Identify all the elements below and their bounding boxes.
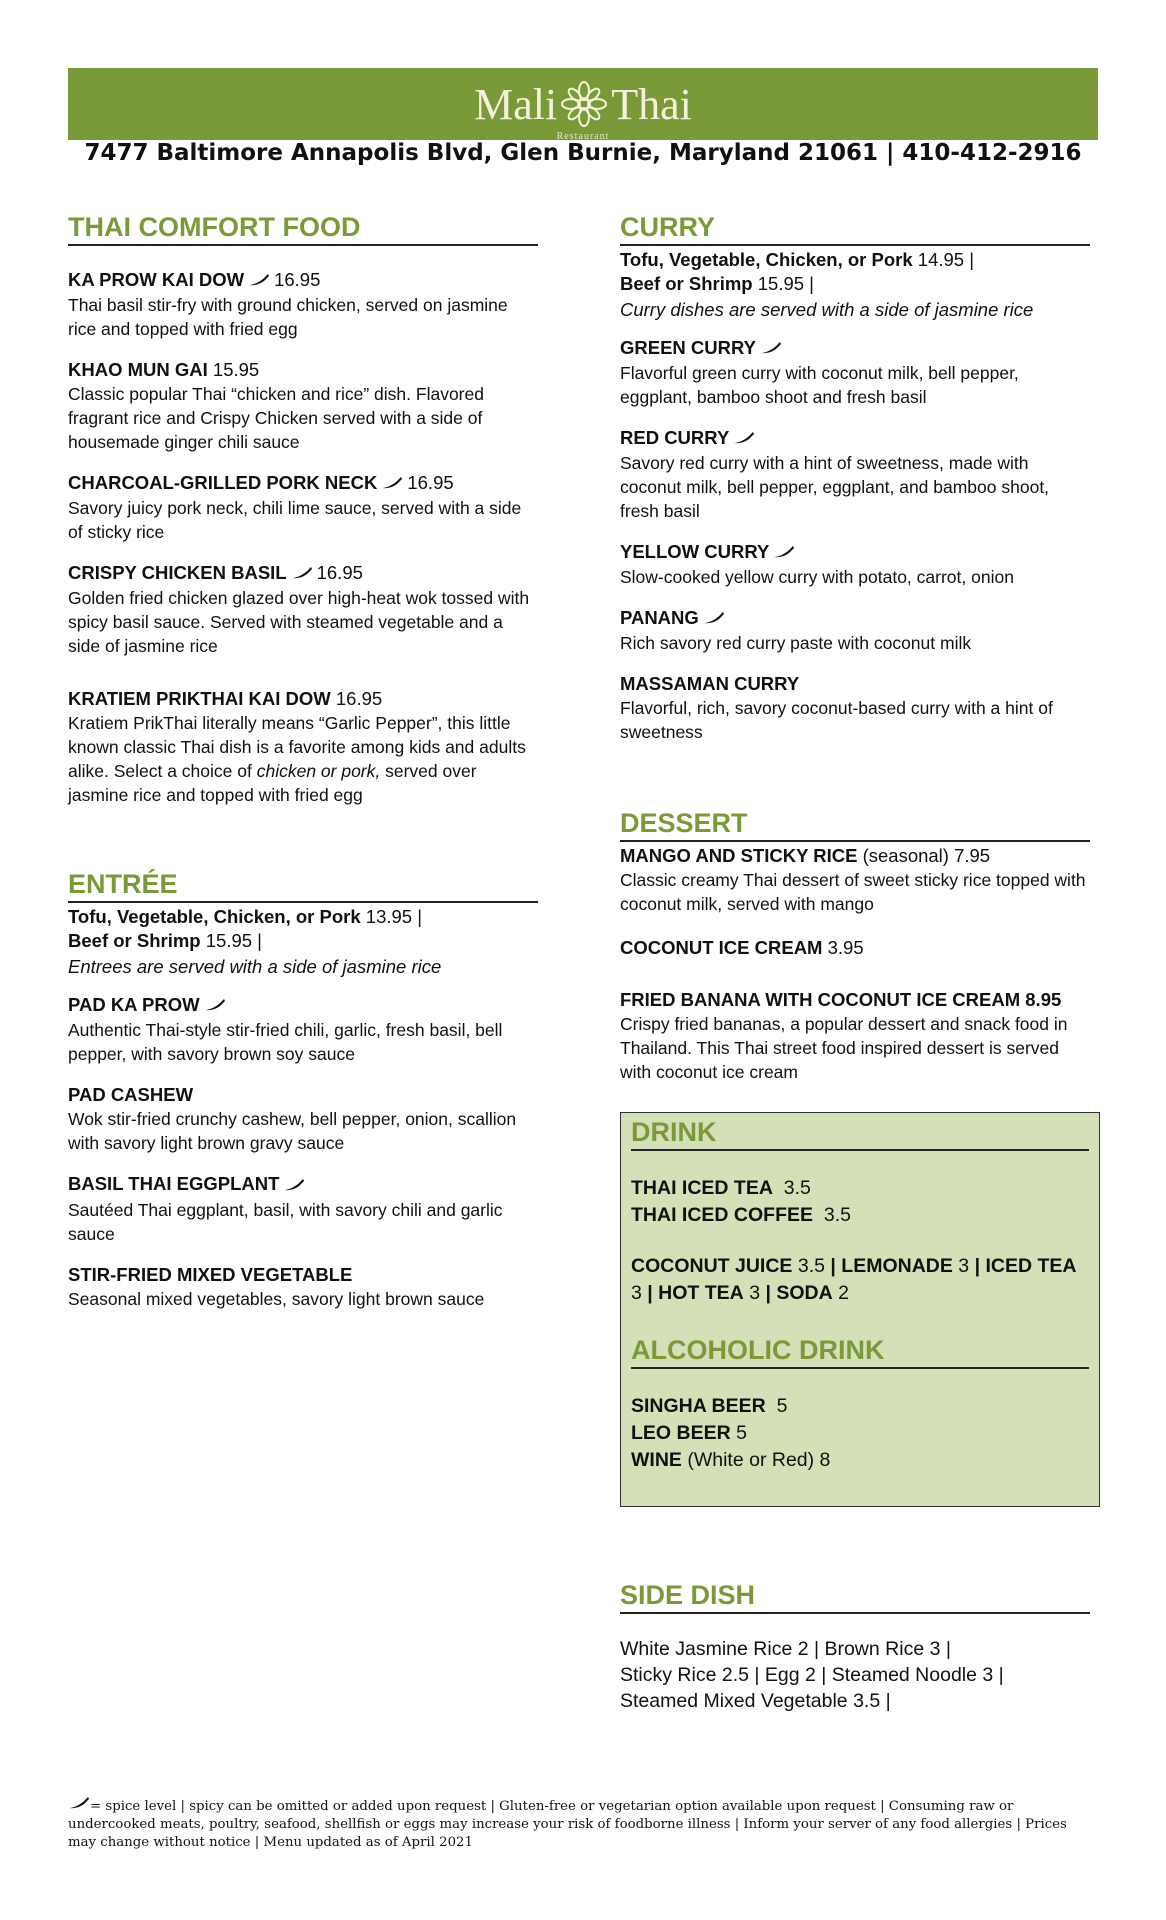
item-name: FRIED BANANA WITH COCONUT ICE CREAM 8.95: [620, 989, 1062, 1011]
menu-item: [68, 1172, 538, 1245]
drink-box: [620, 1112, 1100, 1507]
menu-item: [620, 936, 1090, 960]
menu-item: [68, 561, 538, 658]
side-line: Steamed Mixed Vegetable 3.5 |: [620, 1690, 891, 1712]
desc-part: Kratiem PrikThai literally means “Garlic Pepper”, this little known classic Thai dish is a favorite among kids and adults alike. Select a choice of: [68, 713, 526, 782]
item-name: STIR-FRIED MIXED VEGETABLE: [68, 1263, 353, 1285]
separator: |: [830, 1255, 836, 1277]
drink-line: [631, 1175, 1089, 1202]
item-description: Flavorful, rich, savory coconut-based curry with a hint of sweetness: [620, 698, 1053, 743]
desc-part: served over jasmine rice and topped with fried egg: [68, 761, 477, 806]
side-line: Sticky Rice 2.5 | Egg 2 | Steamed Noodle 3 |: [620, 1664, 1004, 1686]
side-title: SIDE DISH: [620, 1580, 1090, 1614]
item-name: KHAO MUN GAI: [68, 359, 208, 381]
desc-italic: chicken or pork,: [256, 761, 381, 782]
menu-item: [68, 1083, 538, 1155]
item-description: Savory red curry with a hint of sweetness, made with coconut milk, bell pepper, eggplant, and bamboo shoot, fresh basil: [620, 453, 1050, 522]
item-description: Wok stir-fried crunchy cashew, bell pepper, onion, scallion with savory light brown gravy sauce: [68, 1109, 517, 1154]
item-name: KRATIEM PRIKTHAI KAI DOW: [68, 688, 331, 710]
drink-price: 5: [736, 1422, 747, 1444]
drink-price: 3.5: [823, 1204, 851, 1226]
drink-price: 3: [631, 1282, 642, 1304]
drink-price: 5: [776, 1395, 788, 1417]
chili-pepper-icon: [283, 1174, 305, 1198]
item-name: COCONUT ICE CREAM: [620, 937, 823, 959]
item-name: BASIL THAI EGGPLANT: [68, 1173, 280, 1195]
chili-pepper-icon: [773, 541, 795, 565]
logo-text-left: Mali: [474, 79, 558, 129]
comfort-title: THAI COMFORT FOOD: [68, 212, 538, 246]
item-description: Sautéed Thai eggplant, basil, with savory chili and garlic sauce: [68, 1199, 503, 1244]
price-line: [68, 929, 538, 953]
drink-name: COCONUT JUICE: [631, 1255, 793, 1277]
item-name: CRISPY CHICKEN BASIL: [68, 562, 287, 584]
drink-price: 3.5: [797, 1255, 825, 1277]
item-name: MASSAMAN CURRY: [620, 673, 800, 695]
price-line-price: 13.95 |: [365, 906, 423, 928]
menu-item: [68, 993, 538, 1066]
drink-line: [631, 1202, 1089, 1229]
menu-item: [620, 844, 1090, 916]
menu-item: [620, 988, 1090, 1084]
item-name: YELLOW CURRY: [620, 541, 770, 563]
item-price: 16.95: [316, 562, 363, 584]
logo-text-right: Thai: [611, 79, 692, 129]
item-description: Flavorful green curry with coconut milk, bell pepper, eggplant, bamboo shoot and fresh basil: [620, 363, 1019, 408]
drink-line: [631, 1420, 1089, 1447]
price-line: [620, 248, 1090, 272]
item-description: Classic popular Thai “chicken and rice” dish. Flavored fragrant rice and Crispy Chicken served with a side of housemade ginger chili sauce: [68, 384, 484, 453]
menu-item: [620, 606, 1090, 655]
drink-name: LEMONADE: [841, 1255, 953, 1277]
entree-note: Entrees are served with a side of jasmine rice: [68, 956, 442, 978]
item-description: Savory juicy pork neck, chili lime sauce, served with a side of sticky rice: [68, 498, 522, 543]
price-line-price: 15.95 |: [757, 273, 814, 294]
drink-price: 3: [749, 1282, 761, 1304]
item-name: GREEN CURRY: [620, 337, 757, 358]
drink-name: THAI ICED COFFEE: [631, 1204, 814, 1226]
menu-item: [68, 687, 538, 807]
side-line: White Jasmine Rice 2 | Brown Rice 3 |: [620, 1638, 951, 1660]
item-name: PANANG: [620, 607, 699, 629]
drink-name: WINE: [631, 1449, 682, 1471]
item-name: MANGO AND STICKY RICE: [620, 845, 858, 867]
drink-name: THAI ICED TEA: [631, 1177, 773, 1199]
separator: |: [765, 1282, 771, 1304]
menu-item: [620, 336, 1090, 409]
side-dish-section: [620, 1580, 1090, 1714]
drink-price: 3.5: [783, 1177, 811, 1199]
drink-price: 3: [958, 1255, 970, 1277]
drink-name: HOT TEA: [658, 1282, 744, 1304]
alcohol-title: ALCOHOLIC DRINK: [631, 1335, 1089, 1369]
price-line-name: Tofu, Vegetable, Chicken, or Pork: [68, 906, 361, 928]
item-description: Authentic Thai-style stir-fried chili, garlic, fresh basil, bell pepper, with savory brown soy sauce: [68, 1020, 503, 1065]
item-price: 16.95: [274, 269, 321, 290]
curry-note: Curry dishes are served with a side of jasmine rice: [620, 299, 1034, 320]
flower-emblem-icon: [561, 81, 607, 127]
item-description: Seasonal mixed vegetables, savory light brown sauce: [68, 1288, 485, 1309]
menu-item: [620, 672, 1090, 744]
drink-title: DRINK: [631, 1117, 1089, 1151]
price-line-name: Beef or Shrimp: [620, 273, 753, 294]
footnote-text: = spice level | spicy can be omitted or added upon request | Gluten-free or vegetarian option available upon request | Consuming raw or undercooked meats, poultry, seafood, shellfish or eggs may increase your risk of foodborne illness | Inform your server of any food allergies | Prices may change without notice | Menu updated as of April 2021: [68, 1799, 1067, 1850]
item-description: [68, 711, 538, 807]
price-line-name: Beef or Shrimp: [68, 930, 201, 952]
drink-list: [631, 1253, 1089, 1307]
curry-title: CURRY: [620, 212, 1090, 246]
item-name: KA PROW KAI DOW: [68, 269, 245, 290]
item-description: Classic creamy Thai dessert of sweet sticky rice topped with coconut milk, served with mango: [620, 870, 1086, 915]
item-description: Slow-cooked yellow curry with potato, carrot, onion: [620, 567, 1014, 588]
entree-title: ENTRÉE: [68, 869, 538, 903]
item-name: PAD CASHEW: [68, 1084, 194, 1106]
left-column: [68, 212, 538, 1311]
item-name: PAD KA PROW: [68, 994, 200, 1016]
price-line-price: 15.95 |: [205, 930, 262, 952]
right-column: [620, 212, 1090, 1084]
drink-name: LEO BEER: [631, 1422, 731, 1444]
menu-item: [68, 1263, 538, 1311]
address-line: 7477 Baltimore Annapolis Blvd, Glen Burnie, Maryland 21061 | 410-412-2916: [84, 140, 1082, 166]
item-description: Golden fried chicken glazed over high-heat wok tossed with spicy basil sauce. Served with steamed vegetable and a side of jasmine rice: [68, 588, 530, 657]
menu-item: [68, 268, 538, 341]
item-price: 16.95: [335, 688, 383, 710]
price-line: [68, 905, 538, 929]
chili-pepper-icon: [381, 472, 403, 496]
footnote: [68, 1796, 1098, 1852]
item-price: (seasonal) 7.95: [862, 845, 991, 867]
drink-price: 2: [838, 1282, 849, 1304]
separator: |: [647, 1282, 653, 1304]
chili-pepper-icon: [204, 994, 226, 1018]
logo: [474, 79, 692, 142]
header-banner: [68, 68, 1098, 140]
drink-name: ICED TEA: [985, 1255, 1077, 1277]
drink-name: SODA: [776, 1282, 833, 1304]
item-description: Crispy fried bananas, a popular dessert and snack food in Thailand. This Thai street food inspired dessert is served with coconut ice cream: [620, 1014, 1068, 1083]
chili-pepper-icon: [68, 1796, 90, 1810]
dessert-title: DESSERT: [620, 808, 1090, 842]
chili-pepper-icon: [291, 562, 313, 586]
logo-subtitle: Restaurant: [556, 130, 610, 142]
chili-pepper-icon: [760, 337, 782, 361]
separator: |: [974, 1255, 981, 1277]
item-price: 3.95: [827, 937, 864, 959]
drink-line: [631, 1447, 1089, 1474]
drink-name: SINGHA BEER: [631, 1395, 766, 1417]
chili-pepper-icon: [733, 427, 755, 451]
price-line: [620, 272, 1090, 296]
item-name: CHARCOAL-GRILLED PORK NECK: [68, 472, 378, 494]
price-line-price: 14.95 |: [917, 249, 975, 270]
drink-line: [631, 1393, 1089, 1420]
item-name: RED CURRY: [620, 427, 730, 449]
menu-item: [620, 426, 1090, 523]
menu-item: [68, 471, 538, 544]
item-description: Thai basil stir-fry with ground chicken, served on jasmine rice and topped with fried egg: [68, 295, 508, 340]
menu-item: [620, 540, 1090, 589]
chili-pepper-icon: [248, 269, 270, 293]
drink-price: (White or Red) 8: [687, 1449, 831, 1471]
item-price: 15.95: [212, 359, 260, 381]
chili-pepper-icon: [703, 607, 725, 631]
item-price: 16.95: [407, 472, 454, 494]
price-line-name: Tofu, Vegetable, Chicken, or Pork: [620, 249, 913, 270]
menu-item: [68, 358, 538, 454]
item-description: Rich savory red curry paste with coconut milk: [620, 633, 972, 654]
